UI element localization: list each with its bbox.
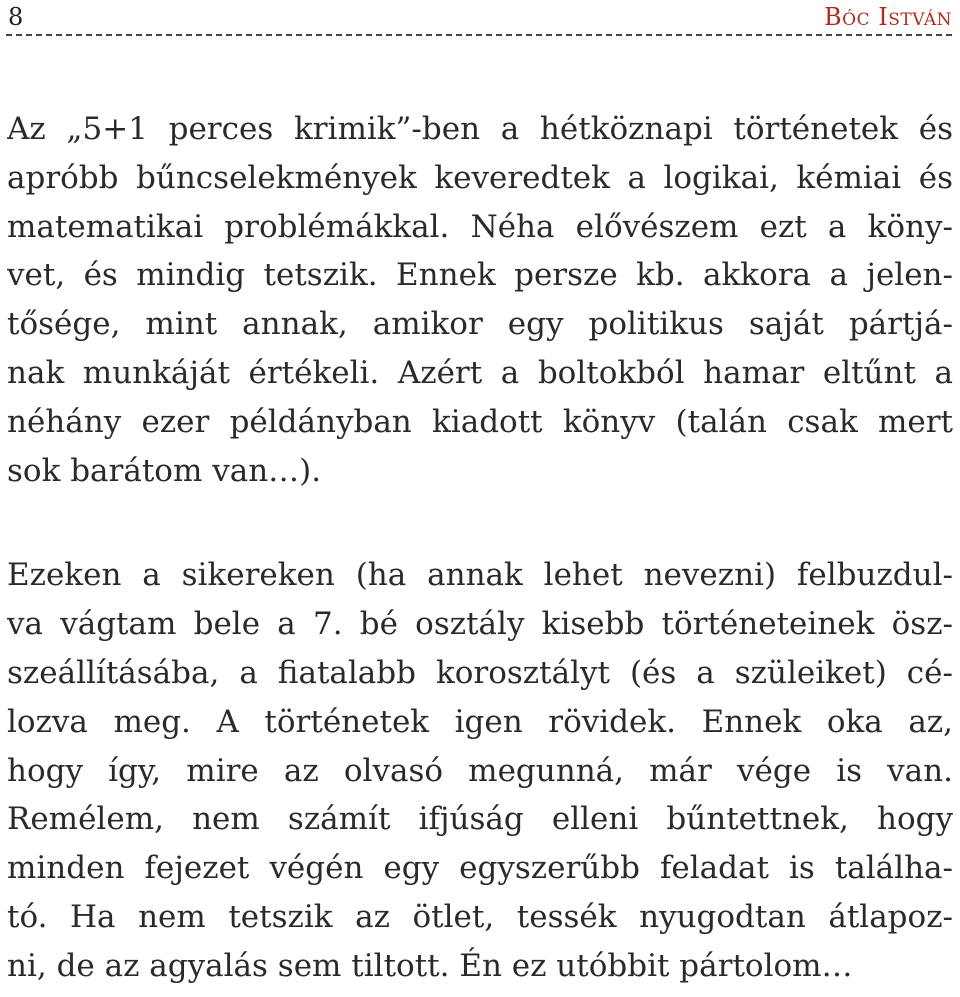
- paragraph-2: [7, 551, 953, 990]
- text-line: tó. Ha nem tetszik az ötlet, tessék nyugodtan átlapoz-: [7, 898, 953, 935]
- body-text: [7, 105, 953, 991]
- paragraph-spacer: [7, 495, 953, 551]
- page-header: [6, 0, 952, 36]
- text-line: ni, de az agyalás sem tiltott. Én ez utóbbit pártolom…: [7, 947, 853, 984]
- text-line: vet, és mindig tetszik. Ennek persze kb. akkora a jelen-: [7, 257, 953, 294]
- text-line: Ezeken a sikereken (ha annak lehet nevezni) felbuzdul-: [7, 557, 953, 594]
- running-head-author: Bóc István: [824, 3, 952, 31]
- text-line: sok barátom van…).: [7, 452, 322, 489]
- text-line: nak munkáját értékeli. Azért a boltokból hamar eltűnt a: [7, 354, 953, 391]
- page-number: 8: [8, 3, 24, 31]
- text-line: Remélem, nem számít ifjúság elleni bűntettnek, hogy: [7, 801, 953, 838]
- text-line: Az „5+1 perces krimik”-ben a hétköznapi történetek és: [7, 111, 953, 147]
- text-line: lozva meg. A történetek igen rövidek. Ennek oka az,: [7, 703, 953, 740]
- text-line: néhány ezer példányban kiadott könyv (talán csak mert: [7, 403, 953, 440]
- text-line: va vágtam bele a 7. bé osztály kisebb történeteinek ösz-: [7, 606, 953, 643]
- text-line: szeállításába, a fiatalabb korosztályt (és a szüleiket) cé-: [7, 654, 953, 691]
- text-line: apróbb bűncselekmények keveredtek a logikai, kémiai és: [7, 159, 953, 196]
- paragraph-1: [7, 105, 953, 495]
- text-line: hogy így, mire az olvasó megunná, már vége is van.: [7, 752, 953, 789]
- text-line: matematikai problémákkal. Néha elővészem ezt a köny-: [7, 208, 953, 245]
- text-line: minden fejezet végén egy egyszerűbb feladat is találha-: [7, 850, 953, 887]
- text-line: tősége, mint annak, amikor egy politikus saját pártjá-: [7, 306, 953, 343]
